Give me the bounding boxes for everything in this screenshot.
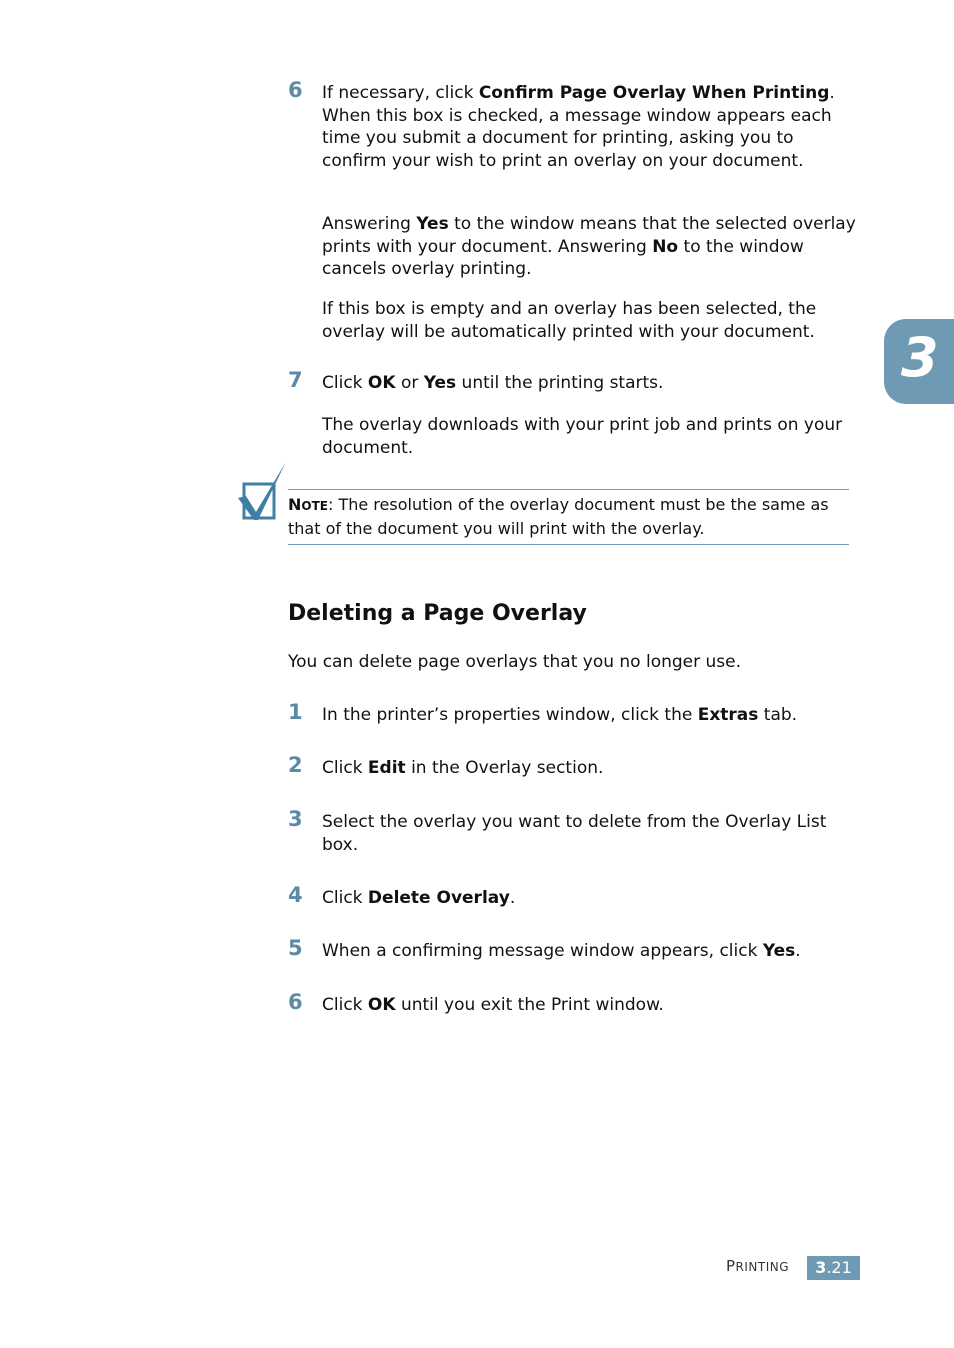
step-text: Click Edit in the Overlay section. <box>322 758 604 778</box>
note-bottom-rule <box>288 544 849 545</box>
step-1-extras <box>288 700 858 727</box>
step-text: Click Delete Overlay. <box>322 888 516 908</box>
step-text: When a confirming message window appears, click Yes. <box>322 941 801 961</box>
step-6-confirm <box>288 78 858 172</box>
step-3-select-overlay <box>288 807 858 856</box>
step-number: 4 <box>288 883 303 907</box>
step-6-click-ok <box>288 990 858 1017</box>
step-text: Click OK until you exit the Print window. <box>322 995 664 1015</box>
step-number: 2 <box>288 753 303 777</box>
step-7-click-ok <box>288 368 858 395</box>
note-text: NOTE: The resolution of the overlay document must be the same as that of the document you will print with the overlay. <box>288 495 829 538</box>
step-4-delete-overlay <box>288 883 858 910</box>
step-number: 1 <box>288 700 303 724</box>
note-label: NOTE <box>288 495 328 514</box>
page-number-badge: 3.21 <box>807 1256 860 1280</box>
section-intro: You can delete page overlays that you no longer use. <box>288 652 742 672</box>
section-heading: Deleting a Page Overlay <box>288 601 587 626</box>
step-text: Select the overlay you want to delete from the Overlay List box. <box>322 812 827 855</box>
step-text: Click OK or Yes until the printing starts. <box>322 373 664 393</box>
note-top-rule <box>288 489 849 490</box>
paragraph-overlay-downloads: The overlay downloads with your print job and prints on your document. <box>322 415 843 458</box>
step-number: 5 <box>288 936 303 960</box>
step-text: If necessary, click Confirm Page Overlay When Printing. When this box is checked, a message window appears each time you submit a document for printing, asking you to confirm your wish to print an overlay on your document. <box>322 83 835 171</box>
step-number: 3 <box>288 807 303 831</box>
checkmark-note-icon <box>236 460 290 524</box>
step-number: 6 <box>288 990 303 1014</box>
paragraph-answering: Answering Yes to the window means that the selected overlay prints with your document. Answering No to the window cancels overlay printing. <box>322 214 856 279</box>
step-text: In the printer’s properties window, click the Extras tab. <box>322 705 798 725</box>
step-2-edit <box>288 753 858 780</box>
paragraph-box-empty: If this box is empty and an overlay has been selected, the overlay will be automatically printed with your document. <box>322 299 817 342</box>
chapter-number: 3 <box>901 326 939 389</box>
footer-chapter-label: PRINTING <box>726 1257 790 1275</box>
step-5-confirm-yes <box>288 936 858 963</box>
step-number: 6 <box>288 78 303 102</box>
step-number: 7 <box>288 368 303 392</box>
